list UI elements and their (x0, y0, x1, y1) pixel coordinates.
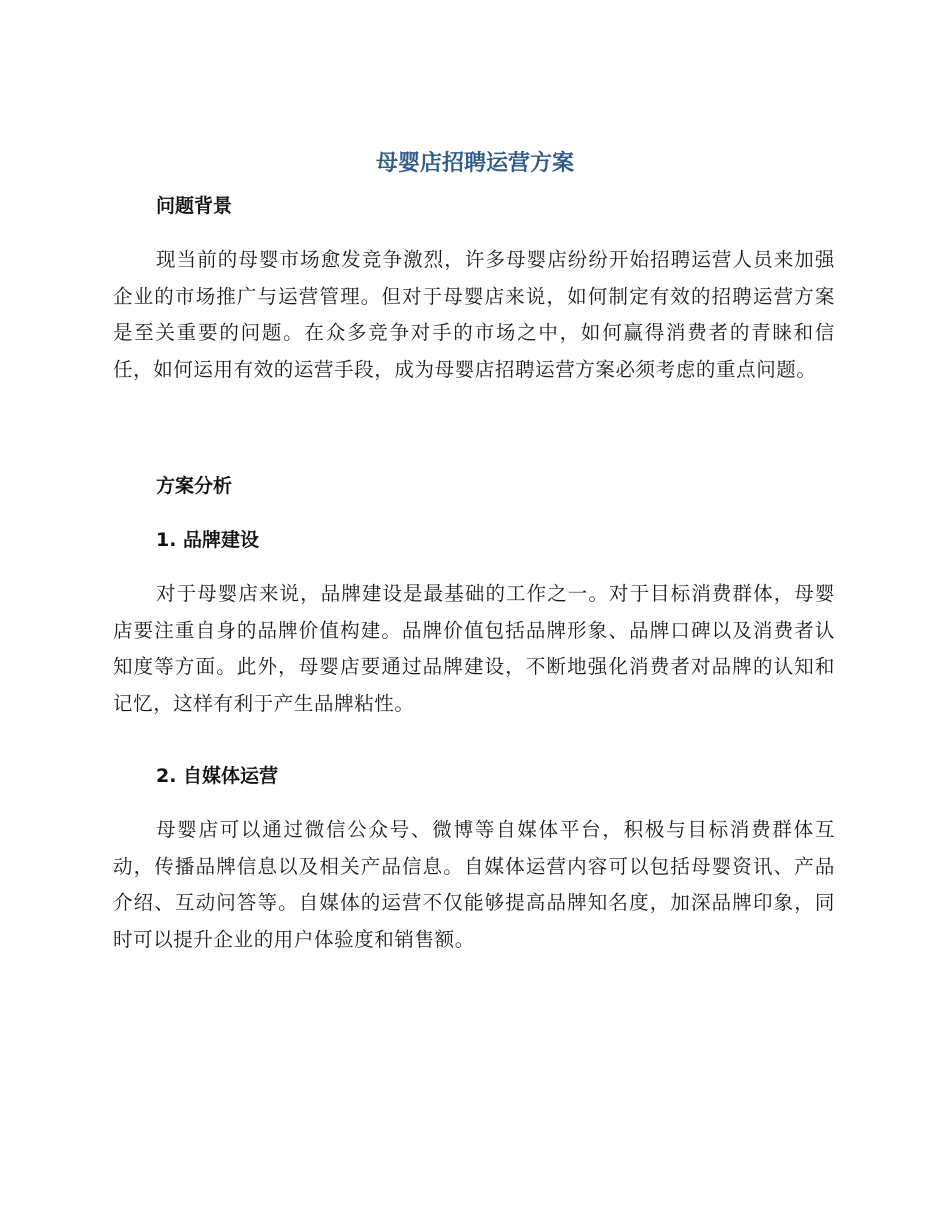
section-heading-brand-building: 1. 品牌建设 (156, 529, 260, 551)
document-title: 母婴店招聘运营方案 (375, 151, 574, 176)
section-heading-background: 问题背景 (156, 195, 233, 217)
paragraph-self-media: 母婴店可以通过微信公众号、微博等自媒体平台，积极与目标消费群体互动，传播品牌信息以及相关产品信息。自媒体运营内容可以包括母婴资讯、产品介绍、互动问答等。自媒体的运营不仅能够提高品牌知名度，加深品牌印象，同时可以提升企业的用户体验度和销售额。 (113, 818, 835, 951)
section-heading-analysis: 方案分析 (156, 475, 233, 497)
section-heading-self-media: 2. 自媒体运营 (156, 765, 279, 787)
paragraph-brand-building: 对于母婴店来说，品牌建设是最基础的工作之一。对于目标消费群体，母婴店要注重自身的品牌价值构建。品牌价值包括品牌形象、品牌口碑以及消费者认知度等方面。此外，母婴店要通过品牌建设，不断地强化消费者对品牌的认知和记忆，这样有利于产生品牌粘性。 (113, 582, 835, 715)
paragraph-background: 现当前的母婴市场愈发竞争激烈，许多母婴店纷纷开始招聘运营人员来加强企业的市场推广与运营管理。但对于母婴店来说，如何制定有效的招聘运营方案是至关重要的问题。在众多竞争对手的市场之中，如何赢得消费者的青睐和信任，如何运用有效的运营手段，成为母婴店招聘运营方案必须考虑的重点问题。 (113, 248, 835, 381)
